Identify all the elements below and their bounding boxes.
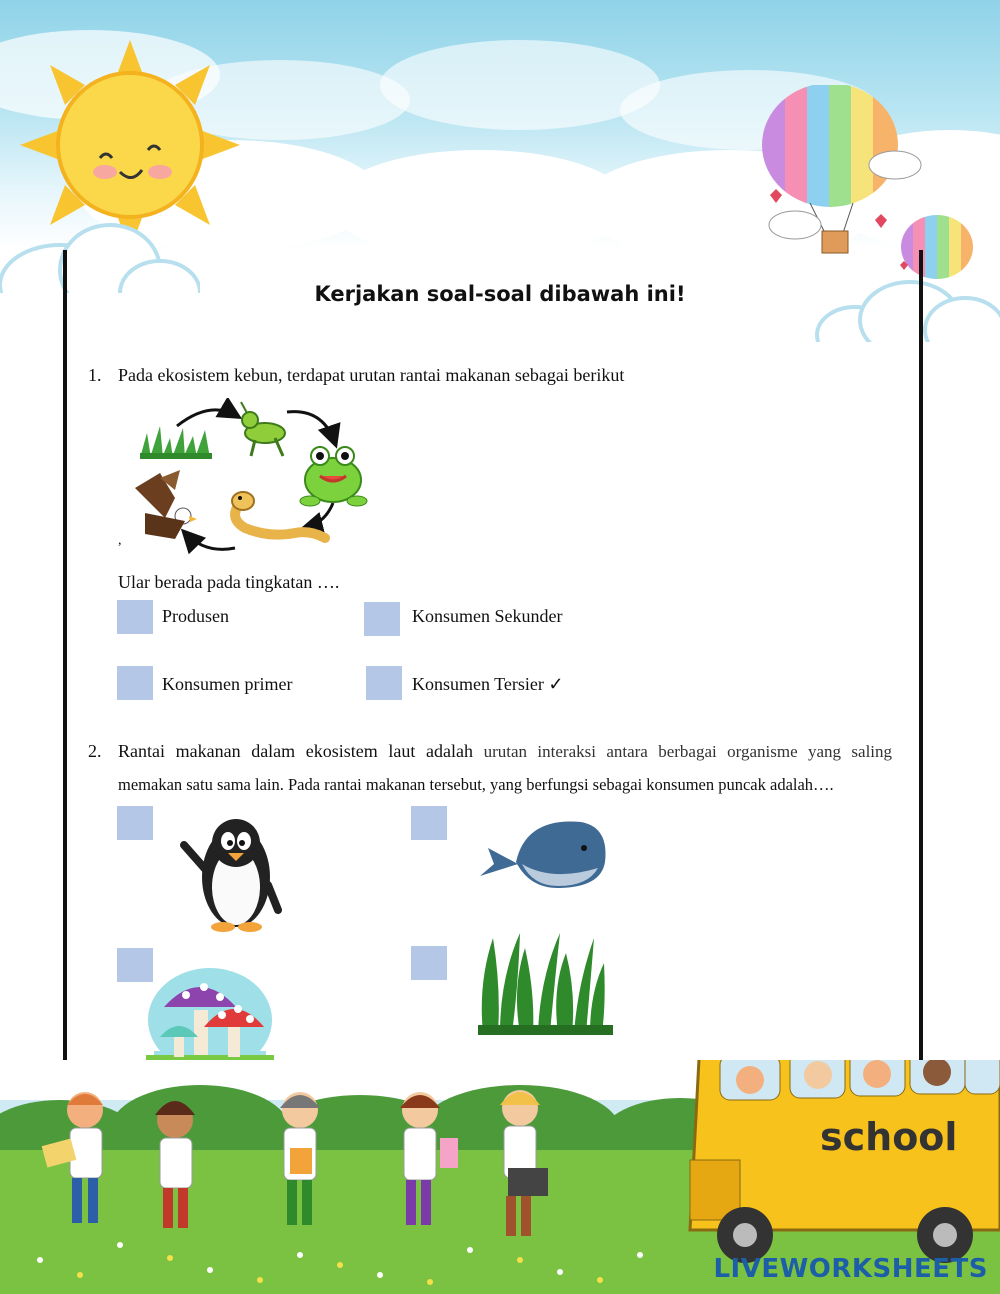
q1-text: Pada ekosistem kebun, terdapat urutan rantai makanan sebagai berikut — [118, 365, 625, 385]
penguin-icon — [178, 815, 288, 935]
q2-text-line2: memakan satu sama lain. Pada rantai makanan tersebut, yang berfungsi sebagai konsumen puncak adalah…. — [118, 775, 834, 794]
q1-option-b-checkbox[interactable] — [364, 602, 400, 636]
seaweed-icon — [478, 925, 613, 1035]
q2-text-line1 — [118, 741, 892, 762]
frame-right — [919, 250, 923, 1085]
grasshopper-icon — [241, 402, 285, 456]
q1-option-c-label: Konsumen primer — [162, 674, 293, 694]
mushroom-icon — [146, 955, 274, 1073]
q1-prompt: Ular berada pada tingkatan …. — [118, 572, 340, 592]
q2-text-line1a: Rantai makanan dalam ekosistem laut adalah — [118, 741, 473, 761]
q1-option-a-checkbox[interactable] — [117, 600, 153, 634]
frame-left — [63, 250, 67, 1085]
q1-option-d-label: Konsumen Tersier ✓ — [412, 674, 564, 694]
worksheet-heading: Kerjakan soal-soal dibawah ini! — [314, 282, 686, 306]
frog-icon — [300, 447, 367, 506]
q2-text-line1b: urutan interaksi antara berbagai organisme yang saling — [483, 742, 893, 761]
bus-text: school — [820, 1115, 958, 1159]
q1-option-b-label: Konsumen Sekunder — [412, 606, 563, 626]
q1-stray-mark: , — [118, 533, 122, 548]
q1-number: 1. — [88, 365, 102, 385]
bottom-scene — [0, 1060, 1000, 1294]
q2-option-whale-checkbox[interactable] — [411, 806, 447, 840]
whale-icon — [476, 812, 608, 894]
eagle-icon — [135, 470, 197, 539]
q2-number: 2. — [88, 741, 102, 761]
q2-option-penguin-checkbox[interactable] — [117, 806, 153, 840]
q1-option-c-checkbox[interactable] — [117, 666, 153, 700]
liveworksheets-text: LIVEWORKSHEETS — [713, 1254, 988, 1284]
liveworksheets-logo — [713, 1254, 988, 1284]
grass-icon — [140, 426, 212, 459]
food-chain-illustration — [115, 398, 375, 558]
q2-option-seaweed-checkbox[interactable] — [411, 946, 447, 980]
q1-option-a-label: Produsen — [162, 606, 229, 626]
cloud-left — [0, 215, 200, 330]
q1-option-d-checkbox[interactable] — [366, 666, 402, 700]
